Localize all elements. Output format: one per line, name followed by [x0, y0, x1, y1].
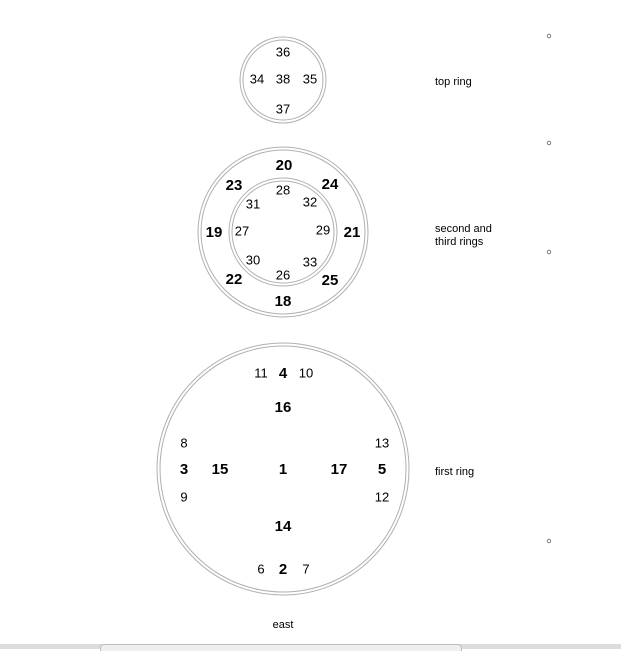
ring-number: 31: [245, 196, 261, 212]
ring-number: 11: [254, 365, 268, 381]
ring-number: 18: [274, 292, 292, 310]
ring-number: 12: [374, 489, 390, 505]
ring-number: 20: [275, 156, 293, 174]
ring-number: 25: [321, 271, 339, 289]
ring-number: 24: [321, 175, 339, 193]
ring-number: 21: [343, 223, 361, 241]
ring-number: 29: [315, 222, 331, 238]
ring-number: 22: [225, 270, 243, 288]
ring-number: 6: [257, 561, 265, 577]
marker-dot: [547, 539, 551, 543]
ring-number: 28: [275, 182, 291, 198]
ring-number: 1: [278, 460, 288, 478]
ring-number: 13: [374, 435, 390, 451]
second-third-rings-label-line1: second and: [435, 223, 492, 235]
marker-dot: [547, 250, 551, 254]
bottom-scrollbar-thumb[interactable]: [100, 644, 462, 651]
ring-number: 17: [330, 460, 348, 478]
ring-number: 5: [377, 460, 387, 478]
marker-dot: [547, 141, 551, 145]
ring-number: 36: [275, 44, 291, 60]
first-ring-label: first ring: [435, 466, 475, 478]
ring-number: 14: [274, 517, 292, 535]
ring-number: 2: [278, 560, 288, 578]
ring-number: 35: [302, 71, 318, 87]
direction-label: east: [272, 619, 294, 631]
ring-number: 30: [245, 252, 261, 268]
ring-number: 32: [302, 194, 318, 210]
ring-number: 19: [205, 223, 223, 241]
ring-number: 38: [275, 71, 291, 87]
marker-dot: [547, 34, 551, 38]
ring-number: 16: [274, 398, 292, 416]
ring-number: 23: [225, 176, 243, 194]
top-ring-label: top ring: [435, 76, 472, 88]
ring-number: 27: [234, 223, 250, 239]
ring-number: 15: [211, 460, 229, 478]
ring-number: 37: [275, 101, 291, 117]
ring-number: 10: [298, 365, 314, 381]
ring-number: 34: [249, 71, 265, 87]
ring-number: 26: [275, 267, 291, 283]
second-third-rings: [198, 147, 368, 317]
ring-number: 3: [179, 460, 189, 478]
second-third-rings-label-line2: third rings: [435, 236, 484, 248]
ring-number: 4: [278, 364, 288, 382]
ring-number: 8: [180, 435, 188, 451]
second-ring-inner-circle: [201, 150, 365, 314]
first-ring: [157, 343, 409, 595]
ring-number: 7: [302, 561, 310, 577]
ring-number: 9: [180, 489, 188, 505]
top-ring: [240, 37, 326, 123]
ring-number: 33: [302, 254, 318, 270]
